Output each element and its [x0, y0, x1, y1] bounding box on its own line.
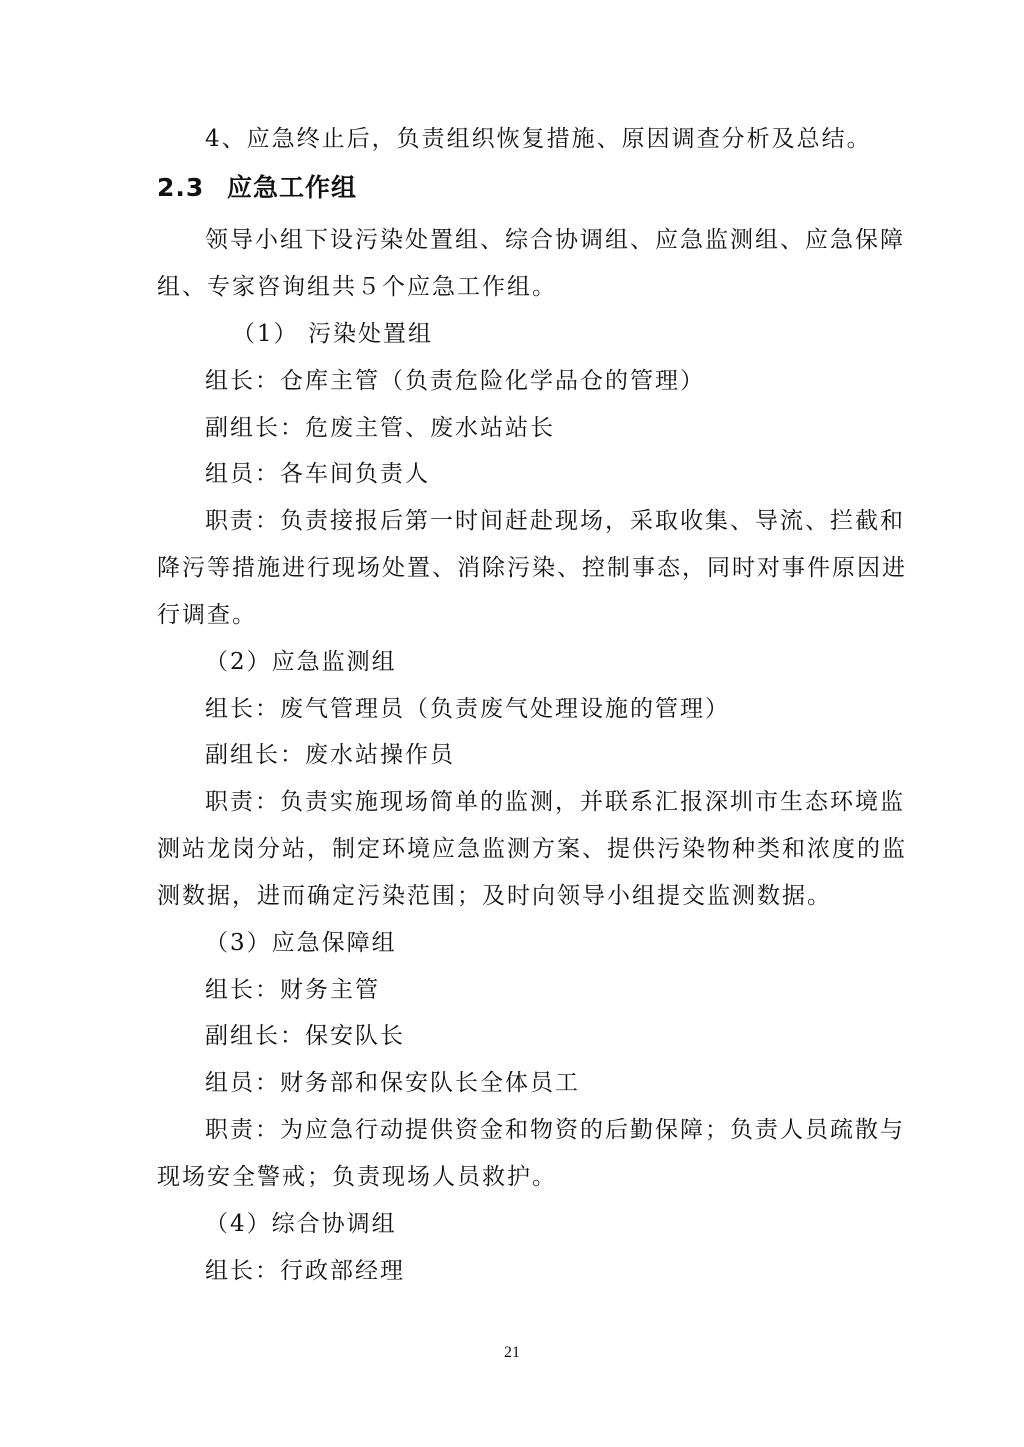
subsection-heading: （1） 污染处置组 — [232, 321, 433, 347]
section-heading — [157, 173, 869, 203]
paragraph-line: 副组长：危废主管、废水站站长 — [205, 415, 555, 441]
paragraph-line: 领导小组下设污染处置组、综合协调组、应急监测组、应急保障 — [205, 227, 905, 253]
paragraph-line: 职责：负责接报后第一时间赶赴现场，采取收集、导流、拦截和 — [205, 508, 905, 534]
page-number: 21 — [504, 1344, 520, 1361]
paragraph-line: 组长：行政部经理 — [205, 1258, 405, 1284]
paragraph-line: 组员：财务部和保安队长全体员工 — [205, 1070, 580, 1096]
paragraph-line: 组员：各车间负责人 — [205, 461, 430, 487]
subsection-heading: （2）应急监测组 — [205, 649, 397, 675]
section-number: 2.3 — [157, 173, 205, 202]
paragraph-line: 组长：废气管理员（负责废气处理设施的管理） — [205, 696, 730, 722]
subsection-heading: （4）综合协调组 — [205, 1211, 397, 1237]
paragraph-line: 副组长：废水站操作员 — [205, 742, 455, 768]
paragraph-line: 职责：负责实施现场简单的监测，并联系汇报深圳市生态环境监 — [205, 789, 905, 815]
paragraph-line: 副组长：保安队长 — [205, 1023, 405, 1049]
paragraph-line: 测站龙岗分站，制定环境应急监测方案、提供污染物种类和浓度的监 — [157, 836, 907, 862]
section-title: 应急工作组 — [227, 173, 358, 202]
paragraph-line: 职责：为应急行动提供资金和物资的后勤保障；负责人员疏散与 — [205, 1117, 905, 1143]
paragraph-line: 4、应急终止后，负责组织恢复措施、原因调查分析及总结。 — [205, 126, 872, 152]
paragraph-line: 测数据，进而确定污染范围；及时向领导小组提交监测数据。 — [157, 883, 832, 909]
paragraph-line: 降污等措施进行现场处置、消除污染、控制事态，同时对事件原因进 — [157, 555, 907, 581]
subsection-heading: （3）应急保障组 — [205, 930, 397, 956]
paragraph-line: 行调查。 — [157, 602, 257, 628]
paragraph-line: 现场安全警戒；负责现场人员救护。 — [157, 1164, 557, 1190]
paragraph-line: 组、专家咨询组共５个应急工作组。 — [157, 274, 557, 300]
paragraph-line: 组长：财务主管 — [205, 977, 380, 1003]
paragraph-line: 组长：仓库主管（负责危险化学品仓的管理） — [205, 368, 705, 394]
